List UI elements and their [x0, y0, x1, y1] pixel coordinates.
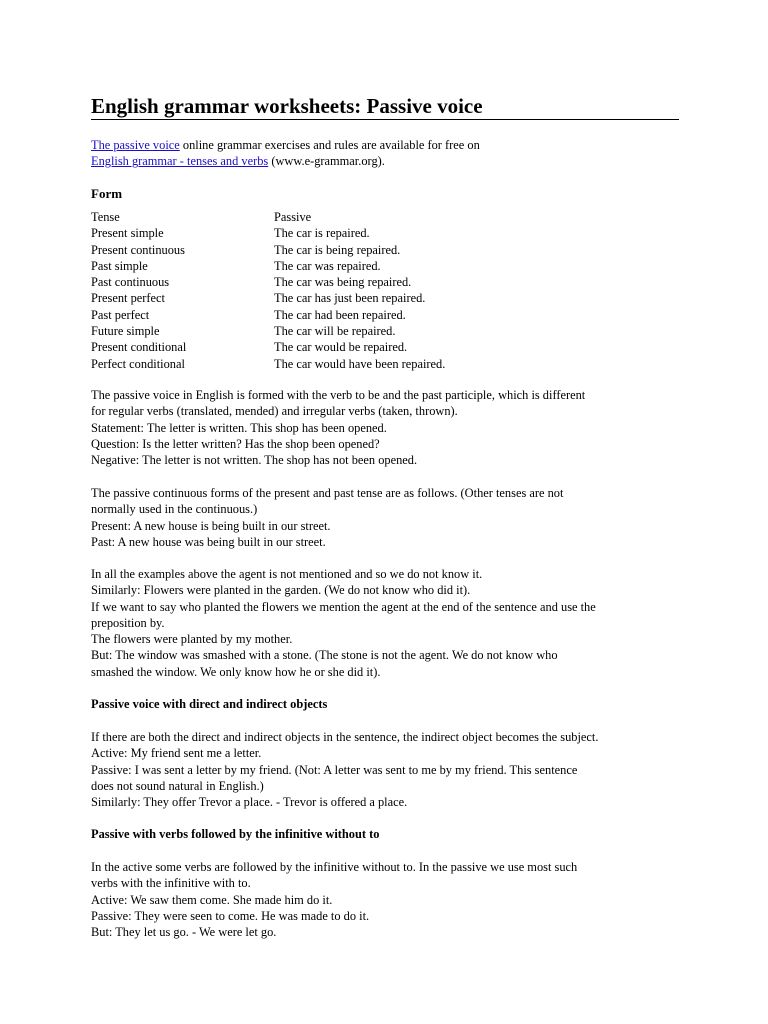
agent-paragraph: [91, 566, 681, 680]
passive-voice-link[interactable]: The passive voice: [91, 138, 180, 152]
tense-cell: Past continuous: [91, 275, 170, 290]
table-header-row: [91, 209, 445, 225]
table-row: [91, 307, 445, 323]
table-row: [91, 290, 445, 306]
table-row: [91, 242, 445, 258]
passive-cell: The car will be repaired.: [274, 324, 396, 339]
table-row: [91, 356, 445, 372]
tense-table: [91, 209, 445, 372]
infinitive-heading: Passive with verbs followed by the infinitive without to: [91, 827, 380, 841]
grammar-tenses-link[interactable]: English grammar - tenses and verbs: [91, 154, 269, 169]
table-row: [91, 258, 445, 274]
passive-cell: The car would have been repaired.: [274, 356, 446, 371]
table-row: [91, 225, 445, 241]
tense-cell: Past perfect: [91, 307, 150, 322]
text-line: Active: My friend sent me a letter.: [91, 746, 262, 761]
text-line: preposition by.: [91, 615, 165, 630]
infinitive-paragraph: [91, 859, 681, 940]
objects-heading: Passive voice with direct and indirect objects: [91, 697, 328, 711]
continuous-paragraph: [91, 485, 681, 550]
text-line: Passive: I was sent a letter by my friend. (Not: A letter was sent to me by my friend. This sentence: [91, 762, 578, 777]
intro-text-1: online grammar exercises and rules are available for free on: [179, 138, 480, 152]
text-line: for regular verbs (translated, mended) and irregular verbs (taken, thrown).: [91, 404, 458, 419]
text-line: But: They let us go. - We were let go.: [91, 925, 277, 940]
tense-cell: Past simple: [91, 258, 148, 273]
tense-cell: Present conditional: [91, 340, 187, 355]
objects-paragraph: [91, 729, 681, 810]
tense-cell: Perfect conditional: [91, 356, 185, 371]
text-line: The flowers were planted by my mother.: [91, 632, 293, 647]
text-line: But: The window was smashed with a stone. (The stone is not the agent. We do not know who: [91, 648, 558, 663]
text-line: normally used in the continuous.): [91, 502, 258, 517]
passive-cell: The car would be repaired.: [274, 340, 408, 355]
page-title: English grammar worksheets: Passive voice: [91, 92, 679, 120]
text-line: Past: A new house was being built in our street.: [91, 534, 326, 549]
text-line: In all the examples above the agent is not mentioned and so we do not know it.: [91, 567, 483, 581]
text-line: Passive: They were seen to come. He was made to do it.: [91, 908, 370, 923]
text-line: does not sound natural in English.): [91, 778, 264, 793]
text-line: Present: A new house is being built in our street.: [91, 518, 331, 533]
text-line: The passive voice in English is formed with the verb to be and the past participle, which is different: [91, 388, 586, 402]
text-line: In the active some verbs are followed by the infinitive without to. In the passive we use most such: [91, 860, 578, 874]
table-header-passive: Passive: [274, 210, 312, 224]
text-line: verbs with the infinitive with to.: [91, 876, 251, 891]
text-line: If there are both the direct and indirect objects in the sentence, the indirect object becomes the subject.: [91, 730, 599, 744]
passive-cell: The car is repaired.: [274, 226, 370, 241]
tense-cell: Present simple: [91, 226, 164, 241]
passive-cell: The car has just been repaired.: [274, 291, 426, 306]
form-heading: Form: [91, 186, 123, 201]
text-line: Negative: The letter is not written. The shop has not been opened.: [91, 453, 418, 468]
text-line: Statement: The letter is written. This shop has been opened.: [91, 420, 387, 435]
table-row: [91, 323, 445, 339]
table-header-tense: Tense: [91, 210, 120, 224]
passive-cell: The car had been repaired.: [274, 307, 406, 322]
text-line: Similarly: Flowers were planted in the garden. (We do not know who did it).: [91, 583, 471, 598]
text-line: Similarly: They offer Trevor a place. - Trevor is offered a place.: [91, 795, 408, 810]
passive-cell: The car was being repaired.: [274, 275, 412, 290]
text-line: Question: Is the letter written? Has the shop been opened?: [91, 436, 380, 451]
table-row: [91, 339, 445, 355]
tense-cell: Present continuous: [91, 242, 185, 257]
table-row: [91, 274, 445, 290]
passive-cell: The car is being repaired.: [274, 242, 401, 257]
intro-text-2: (www.e-grammar.org).: [268, 154, 385, 169]
intro-paragraph: [91, 137, 681, 170]
text-line: The passive continuous forms of the present and past tense are as follows. (Other tenses are not: [91, 486, 564, 500]
tense-cell: Future simple: [91, 324, 160, 339]
passive-cell: The car was repaired.: [274, 258, 381, 273]
tense-cell: Present perfect: [91, 291, 165, 306]
text-line: smashed the window. We only know how he or she did it).: [91, 664, 381, 679]
text-line: Active: We saw them come. She made him do it.: [91, 892, 333, 907]
formation-paragraph: [91, 387, 681, 468]
text-line: If we want to say who planted the flowers we mention the agent at the end of the sentence and use the: [91, 599, 596, 614]
